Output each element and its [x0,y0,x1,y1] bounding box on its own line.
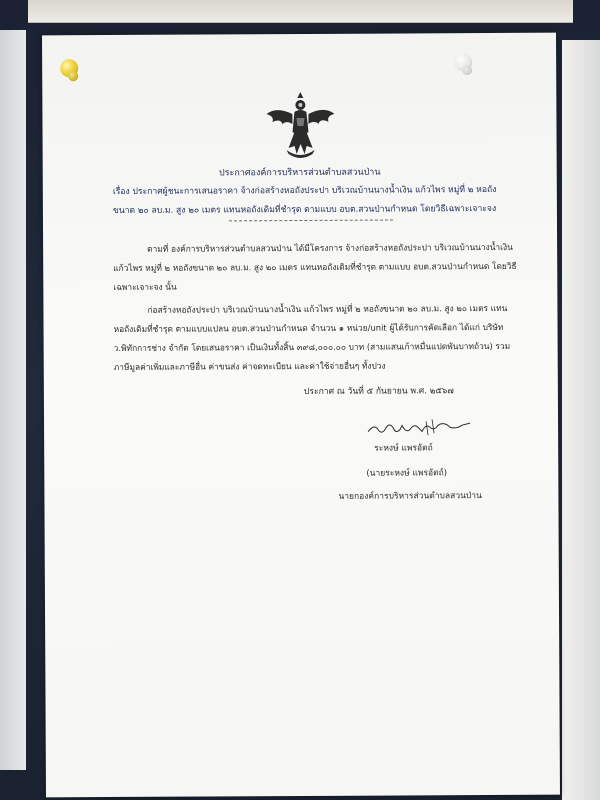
para2-line-4: ภาษีมูลค่าเพิ่มและภาษีอื่น ค่าขนส่ง ค่าจดทะเบียน และค่าใช้จ่ายอื่นๆ ทั้งปวง [113,360,386,372]
signer-full-name: (นายระหงษ์ แพรอัตถ์) [366,468,448,479]
announcement-header: ประกาศองค์การบริหารส่วนตำบลสวนป่าน [218,167,381,179]
paragraph-2 [113,299,543,377]
signer-position: นายกองค์การบริหารส่วนตำบลสวนป่าน [338,491,482,502]
signer-name: ระหงษ์ แพรอัตถ์ [374,443,433,454]
dashed-divider [229,220,393,222]
para1-line-2: แก้วไพร หมู่ที่ ๒ หอถังขนาด ๒๐ ลบ.ม. สูง ๒๐ เมตร แทนหอถังเดิมที่ชำรุด ตามแบบ อบต.สวนป่านกำหนด โดยวิธี [113,260,517,273]
para2-line-3: ว.พิทักการช่าง จำกัด โดยเสนอราคา เป็นเงินทั้งสิ้น ๓๙๘,๐๐๐.๐๐ บาท (สามแสนเก้าหมื่นแปดพันบาทถ้วน) รวม [113,340,511,353]
adjacent-paper-left [0,30,26,770]
para2-line-2: หอถังเดิมที่ชำรุด ตามแบบแปลน อบต.สวนป่านกำหนด จำนวน ๑ หน่วย/unit ผู้ได้รับการคัดเลือก ได้แก่ บริษัท [113,321,504,334]
para1-line-3: เฉพาะเจาะจง นั้น [113,281,177,292]
paper-top-strip [28,0,573,23]
announcement-date: ประกาศ ณ วันที่ ๕ กันยายน พ.ศ. ๒๕๖๗ [303,386,454,397]
para2-line-1: ก่อสร้างหอถังประปา บริเวณบ้านนางน้ำเงิน แก้วไพร หมู่ที่ ๒ หอถังขนาด ๒๐ ลบ.ม. สูง ๒๐ เมตร แทน [147,302,508,315]
handwritten-signature [366,417,472,440]
document-body [42,33,560,798]
paragraph-1 [113,238,543,297]
subject-line-1: เรื่อง ประกาศผู้ชนะการเสนอราคา จ้างก่อสร้างหอถังประปา บริเวณบ้านนางน้ำเงิน แก้วไพร หมู่ที่ ๒ หอถัง [112,184,497,197]
garuda-emblem-icon [264,92,336,162]
subject-line-2: ขนาด ๒๐ ลบ.ม. สูง ๒๐ เมตร แทนหอถังเดิมที่ชำรุด ตามแบบ อบต.สวนป่านกำหนด โดยวิธีเฉพาะเจาะจง [112,203,497,216]
announcement-paper [42,33,560,798]
adjacent-paper-right [562,40,600,800]
announcement-subject [113,181,533,221]
para1-line-1: ตามที่ องค์การบริหารส่วนตำบลสวนป่าน ได้มีโครงการ จ้างก่อสร้างหอถังประปา บริเวณบ้านนางน้ำเงิน [147,241,513,254]
